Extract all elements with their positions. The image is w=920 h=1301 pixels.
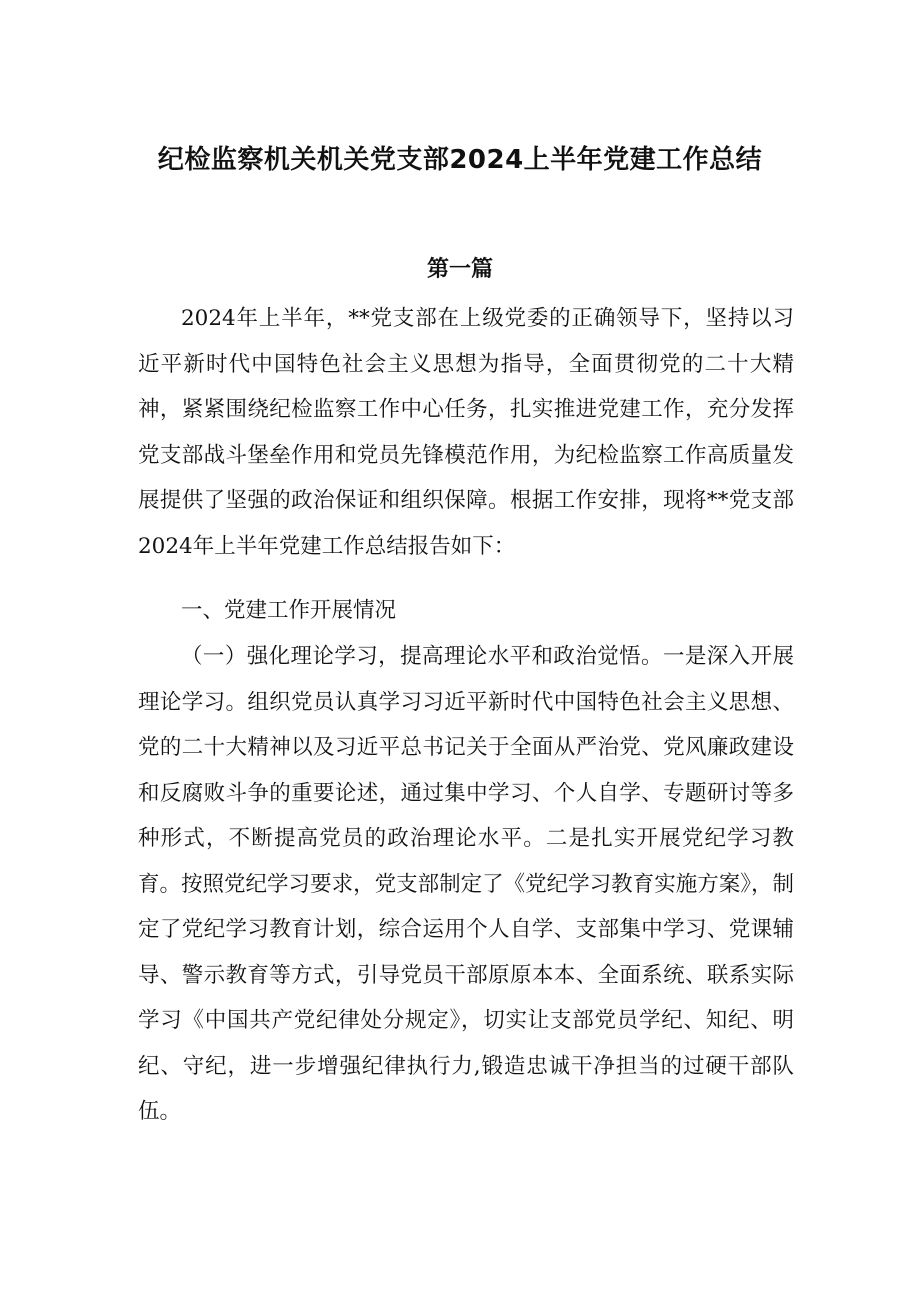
intro-paragraph: 2024年上半年，**党支部在上级党委的正确领导下，坚持以习近平新时代中国特色社会主义思想为指导，全面贯彻党的二十大精神，紧紧围绕纪检监察工作中心任务，扎实推进党建工作，充分发挥党支部战斗堡垒作用和党员先锋模范作用，为纪检监察工作高质量发展提供了坚强的政治保证和组织保障。根据工作安排，现将**党支部2024年上半年党建工作总结报告如下： (138, 306, 794, 559)
document-title: 纪检监察机关机关党支部2024上半年党建工作总结 (157, 145, 763, 175)
heading-level-1: 一、党建工作开展情况 (181, 598, 397, 623)
subsection-paragraph: （一）强化理论学习，提高理论水平和政治觉悟。一是深入开展理论学习。组织党员认真学习习近平新时代中国特色社会主义思想、党的二十大精神以及习近平总书记关于全面从严治党、党风廉政建设和反腐败斗争的重要论述，通过集中学习、个人自学、专题研讨等多种形式，不断提高党员的政治理论水平。二是扎实开展党纪学习教育。按照党纪学习要求，党支部制定了《党纪学习教育实施方案》，制定了党纪学习教育计划，综合运用个人自学、支部集中学习、党课辅导、警示教育等方式，引导党员干部原原本本、全面系统、联系实际学习《中国共产党纪律处分规定》，切实让支部党员学纪、知纪、明纪、守纪，进一步增强纪律执行力,锻造忠诚干净担当的过硬干部队伍。 (138, 644, 794, 1124)
section-heading: 第一篇 (426, 257, 493, 282)
